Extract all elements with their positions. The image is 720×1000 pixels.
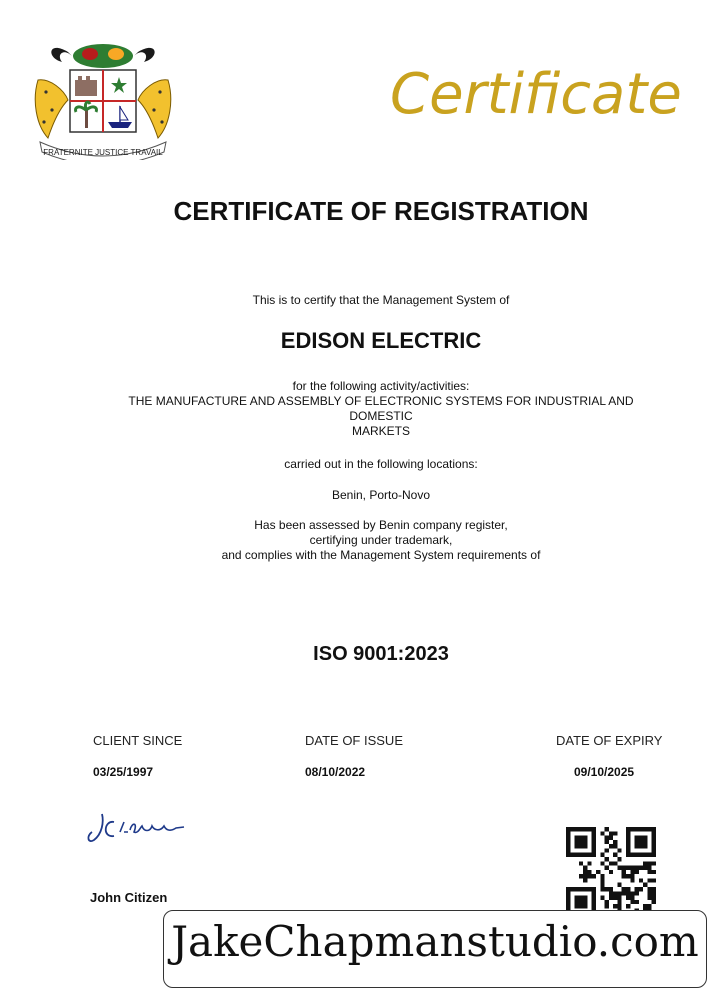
activity-line-3: MARKETS [351, 424, 410, 438]
activity-lead: for the following activity/activities: [292, 379, 470, 393]
activity-line-1: THE MANUFACTURE AND ASSEMBLY OF ELECTRONIC SYSTEMS FOR INDUSTRIAL AND [128, 394, 634, 408]
assessment-line-3: and complies with the Management System requirements of [221, 548, 541, 562]
location-place: Benin, Porto-Novo [331, 488, 431, 502]
client-since-label: CLIENT SINCE [93, 733, 183, 748]
expiry-date-label: DATE OF EXPIRY [556, 733, 663, 748]
assessment-line-2: certifying under trademark, [309, 533, 453, 547]
signature-image [84, 808, 194, 848]
coat-of-arms-icon [28, 30, 178, 160]
iso-standard: ISO 9001:2023 [313, 643, 449, 665]
certificate-word: Certificate [390, 62, 682, 127]
intro-text: This is to certify that the Management System of [252, 293, 510, 307]
issue-date-value: 08/10/2022 [305, 765, 366, 779]
watermark-text: JakeChapmanstudio.com [171, 917, 699, 966]
coat-motto-text: FRATERNITE JUSTICE TRAVAIL [43, 148, 163, 157]
assessment-line-1: Has been assessed by Benin company register, [254, 518, 508, 532]
company-name: EDISON ELECTRIC [280, 328, 482, 353]
qr-code-icon [566, 827, 656, 917]
activity-line-2: DOMESTIC [349, 409, 413, 423]
client-since-value: 03/25/1997 [93, 765, 154, 779]
expiry-date-value: 09/10/2025 [574, 765, 635, 779]
issue-date-label: DATE OF ISSUE [305, 733, 403, 748]
page-title: CERTIFICATE OF REGISTRATION [173, 196, 589, 226]
signer-name: John Citizen [90, 890, 168, 905]
locations-lead: carried out in the following locations: [284, 457, 478, 471]
